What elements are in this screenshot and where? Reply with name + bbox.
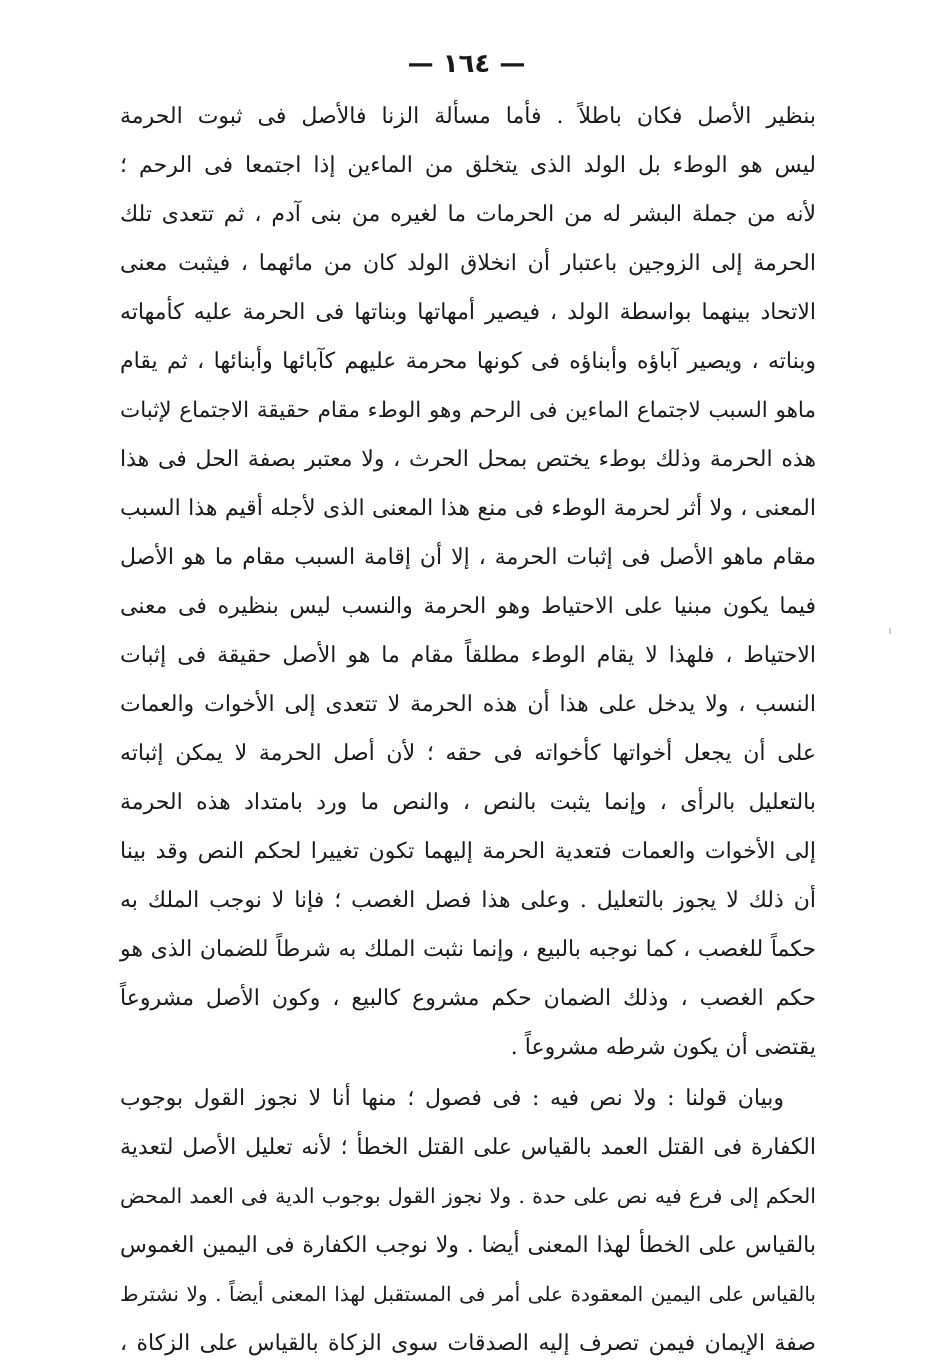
text-line: حكم الغصب ، وذلك الضمان حكم مشروع كالبيع ، وكون الأصل مشروعاً: [120, 986, 816, 1011]
paragraph-1: [120, 92, 816, 1072]
text-line: الحكم إلى فرع فيه نص على حدة . ولا نجوز القول بوجوب الدية فى العمد المحض: [120, 1184, 816, 1208]
text-line: وبناته ، ويصير آباؤه وأبناؤه فى كونها محرمة عليهم كآبائها وأبنائها ، ثم يقام: [120, 349, 816, 374]
text-line: النسب ، ولا يدخل على هذا أن هذه الحرمة لا تتعدى إلى الأخوات والعمات: [120, 692, 816, 717]
text-line: بنظير الأصل فكان باطلاً . فأما مسألة الزنا فالأصل فى ثبوت الحرمة: [120, 104, 816, 129]
page-number: — ١٦٤ —: [407, 49, 526, 79]
text-line: إلى الأخوات والعمات فتعدية الحرمة إليهما تكون تغييرا لحكم النص وقد بينا: [120, 839, 816, 864]
text-line: يقتضى أن يكون شرطه مشروعاً .: [510, 1035, 816, 1060]
text-line: الحرمة إلى الزوجين باعتبار أن انخلاق الولد كان من مائهما ، فيثبت معنى: [120, 251, 816, 276]
text-line: أن ذلك لا يجوز بالتعليل . وعلى هذا فصل الغصب ؛ فإنا لا نوجب الملك به: [120, 888, 816, 913]
margin-speck: [889, 628, 891, 634]
text-line: هذه الحرمة وذلك بوطء يختص بمحل الحرث ، ولا معتبر بصفة الحل فى هذا: [120, 447, 816, 472]
text-line: لأنه من جملة البشر له من الحرمات ما لغيره من بنى آدم ، ثم تتعدى تلك: [120, 202, 816, 227]
text-line: بالقياس على الخطأ لهذا المعنى أيضا . ولا نوجب الكفارة فى اليمين الغموس: [120, 1233, 816, 1258]
text-line: فيما يكون مبنيا على الاحتياط وهو الحرمة والنسب ليس بنظيره فى معنى: [120, 594, 816, 619]
text-line: ماهو السبب لاجتماع الماءين فى الرحم وهو الوطء مقام حقيقة الاجتماع لإثبات: [120, 398, 816, 423]
body-text: [120, 92, 816, 1368]
text-line: على أن يجعل أخواتها كأخواته فى حقه ؛ لأن أصل الحرمة لا يمكن إثباته: [120, 741, 816, 766]
text-line: بالتعليل بالرأى ، وإنما يثبت بالنص ، والنص ما ورد بامتداد هذه الحرمة: [120, 790, 816, 815]
text-line: وبيان قولنا : ولا نص فيه : فى فصول ؛ منها أنا لا نجوز القول بوجوب: [120, 1086, 784, 1111]
text-line: الاتحاد بينهما بواسطة الولد ، فيصير أمهاتها وبناتها فى الحرمة عليه كأمهاته: [120, 300, 816, 325]
text-line: حكماً للغصب ، كما نوجبه بالبيع ، وإنما نثبت الملك به شرطاً للضمان الذى هو: [120, 937, 816, 962]
text-line: المعنى ، ولا أثر لحرمة الوطء فى منع هذا المعنى الذى لأجله أقيم هذا السبب: [120, 496, 816, 521]
text-line: الاحتياط ، فلهذا لا يقام الوطء مطلقاً مقام ما هو الأصل حقيقة فى إثبات: [120, 643, 816, 668]
text-line: ليس هو الوطء بل الولد الذى يتخلق من الماءين إذا اجتمعا فى الرحم ؛: [120, 153, 816, 178]
paragraph-2: [120, 1074, 816, 1368]
text-line: الكفارة فى القتل العمد بالقياس على القتل الخطأ ؛ لأنه تعليل الأصل لتعدية: [120, 1135, 816, 1160]
text-line: صفة الإيمان فيمن تصرف إليه الصدقات سوى الزكاة بالقياس على الزكاة ،: [120, 1331, 816, 1356]
text-line: بالقياس على اليمين المعقودة على أمر فى المستقبل لهذا المعنى أيضاً . ولا نشترط: [120, 1282, 816, 1306]
text-line: مقام ماهو الأصل فى إثبات الحرمة ، إلا أن إقامة السبب مقام ما هو الأصل: [120, 545, 816, 570]
